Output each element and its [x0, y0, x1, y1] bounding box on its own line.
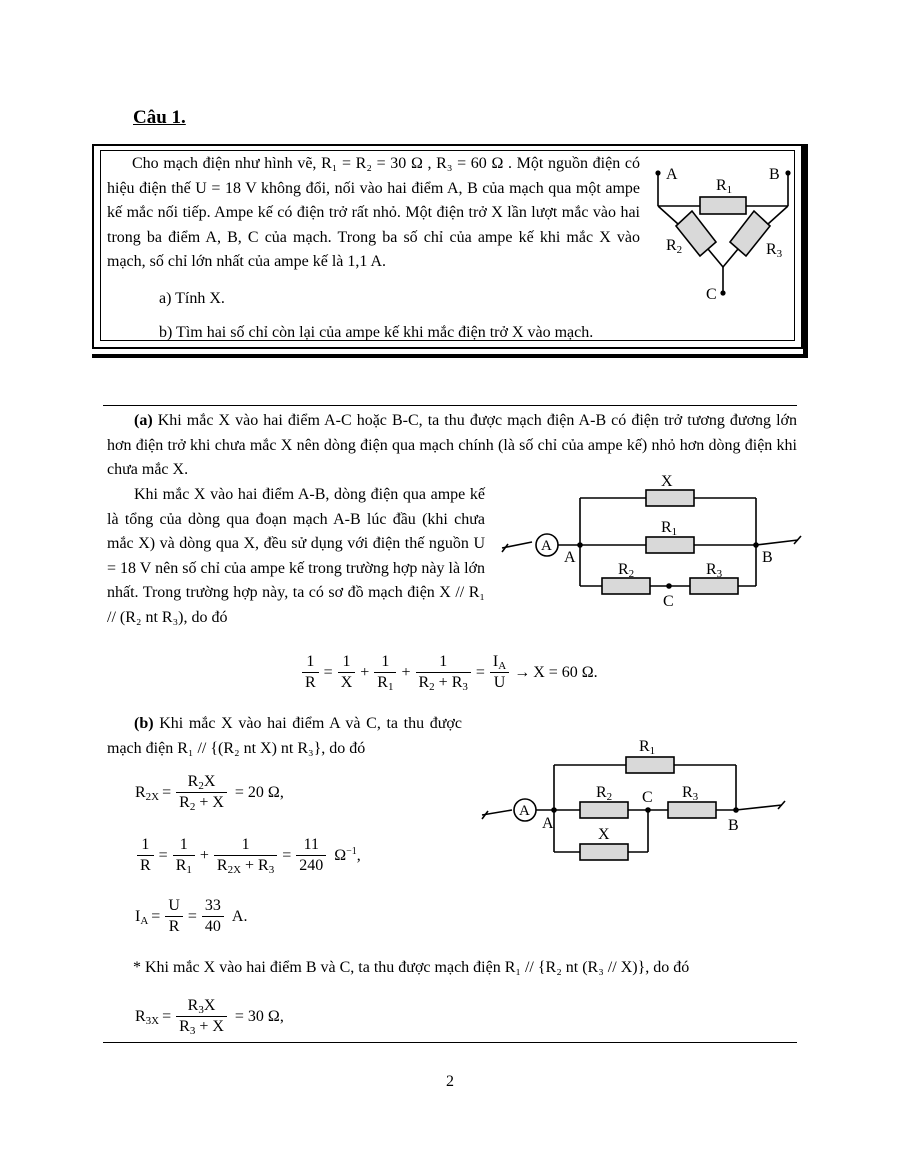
fig2-label-B: B	[762, 549, 773, 566]
equation-b2-numerator: 11	[296, 835, 326, 856]
fig2-label-C: C	[663, 593, 674, 610]
part-b-text: Khi mắc X vào hai điểm A và C, ta thu được mạch điện R₁ // {(R₂ nt X) nt R₃}, do đó	[107, 715, 462, 757]
fig2-ammeter-label: A	[541, 538, 552, 554]
equation-b2: $\frac{1}{R}$ = $\frac{1}{R_1}$ + $\frac{1}{R_{2X} + R_3}$ = $\frac{11}{240}$ $\Omega^{-1}$,	[135, 835, 361, 876]
fig3-label-B: B	[728, 817, 739, 834]
part-a-text: Khi mắc X vào hai điểm A-C hoặc B-C, ta thu được mạch điện A-B có điện trở tương đương lớn hơn điện trở khi chưa mắc X nên dòng điện qua mạch chính (là số chỉ của ampe kế) nhỏ hơn dòng điện khi chưa mắc X.	[107, 412, 797, 478]
part-b-label: (b)	[134, 715, 154, 732]
equation-b2-denominator: 240	[299, 857, 324, 874]
fig3-label-C: C	[642, 789, 653, 806]
problem-intro: Cho mạch điện như hình vẽ, R₁ = R₂ = 30 Ω , R₃ = 60 Ω . Một nguồn điện có hiệu điện thế U = 18 V không đổi, nối vào hai điểm A, B của mạch qua một ampe kế mắc nối tiếp. Ampe kế có điện trở rất nhỏ. Một điện trở X lần lượt mắc vào hai trong ba điểm A, B, C của mạch. Trong ba số chỉ của ampe kế khi mắc X vào mạch, số chỉ lớn nhất của ampe kế là 1,1 A.	[107, 155, 640, 270]
fig2-label-R3: R3	[706, 561, 723, 580]
fig1-label-C: C	[706, 286, 717, 303]
equation-c1: $R_{3X}$ = $\frac{R_3X}{R_3 + X}$ = 30 Ω,	[135, 997, 284, 1037]
fig3-label-X: X	[598, 826, 610, 843]
equation-b3-denominator: 40	[204, 918, 221, 935]
fig2-label-R2: R2	[618, 561, 635, 580]
equation-c1-result: = 30 Ω,	[234, 1007, 284, 1025]
circuit-figure-2	[498, 470, 808, 610]
fig3-label-R3: R3	[682, 784, 699, 803]
equation-a: $\frac{1}{R}$ = $\frac{1}{X}$ + $\frac{1}{R_1}$ + $\frac{1}{R_2 + R_3}$ = $\frac{I_A}{U}$ → X = 60 Ω.	[300, 652, 598, 693]
part-c-text: * Khi mắc X vào hai điểm B và C, ta thu được mạch điện R₁ // {R₂ nt (R₃ // X)}, do đó	[133, 959, 690, 976]
problem-part-b: b) Tìm hai số chỉ còn lại của ampe kế khi mắc điện trở X vào mạch.	[159, 324, 594, 341]
problem-part-a: a) Tính X.	[159, 289, 225, 307]
fig3-label-R1: R1	[639, 738, 656, 757]
fig1-label-R2: R2	[666, 237, 683, 256]
page-number: 2	[446, 1073, 454, 1090]
question-heading: Câu 1.	[133, 107, 186, 128]
solution-a-body	[107, 483, 485, 630]
circuit-figure-1	[648, 160, 798, 305]
divider-top	[103, 405, 797, 406]
box-shadow-bottom	[92, 354, 808, 358]
circuit-figure-3	[470, 735, 800, 870]
equation-b1-result: = 20 Ω,	[234, 783, 284, 801]
part-a-label: (a)	[134, 412, 153, 429]
equation-b1: $R_{2X}$ = $\frac{R_2X}{R_2 + X}$ = 20 Ω,	[135, 773, 284, 813]
equation-a-result: X = 60 Ω.	[533, 663, 598, 681]
solution-b-intro	[107, 712, 462, 761]
fig3-ammeter-label: A	[519, 803, 530, 819]
fig1-label-R1: R1	[716, 177, 733, 196]
equation-b2-unit: $\Omega^{-1}$,	[334, 845, 361, 864]
fig1-label-B: B	[769, 166, 780, 183]
fig2-label-R1: R1	[661, 519, 678, 538]
fig3-label-A: A	[542, 815, 554, 832]
fig1-label-R3: R3	[766, 241, 783, 260]
fig2-label-A: A	[564, 549, 576, 566]
solution-c-intro	[133, 956, 813, 981]
fig2-label-X: X	[661, 473, 673, 490]
problem-text	[107, 152, 640, 346]
equation-b3-numerator: 33	[202, 896, 224, 917]
fig1-label-A: A	[666, 166, 678, 183]
part-a-paragraph-2: Khi mắc X vào hai điểm A-B, dòng điện qua ampe kế là tổng của dòng qua đoạn mạch A-B lúc đầu (khi chưa mắc X) và dòng qua X, đều sử dụng với điện thế nguồn U = 18 V nên số chỉ của ampe kế trong trường hợp này là lớn nhất. Trong trường hợp này, ta có sơ đồ mạch điện X // R₁ // (R₂ nt R₃), do đó	[107, 486, 485, 626]
equation-b3-unit: A.	[231, 907, 248, 925]
fig3-label-R2: R2	[596, 784, 613, 803]
equation-b3: $I_A$ = $\frac{U}{R}$ = $\frac{33}{40}$ A.	[135, 897, 248, 935]
divider-bottom	[103, 1042, 797, 1043]
box-shadow-right	[803, 144, 808, 358]
